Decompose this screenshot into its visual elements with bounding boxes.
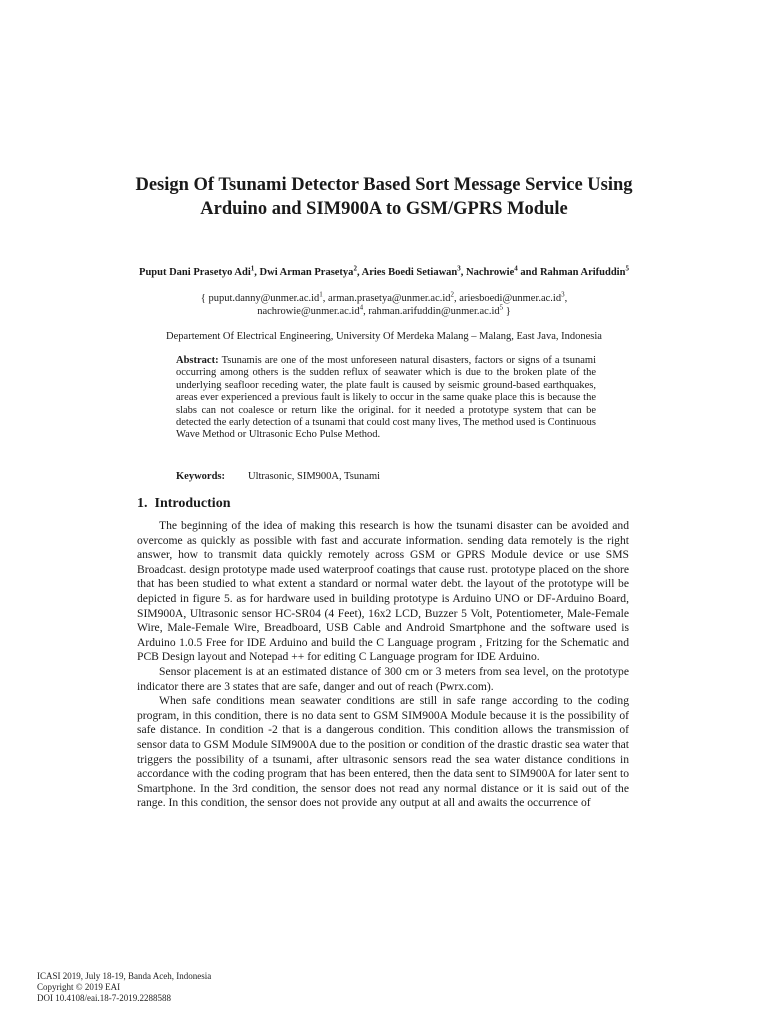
affiliation: Departement Of Electrical Engineering, University Of Merdeka Malang – Malang, East Java, Indonesia [166,331,602,342]
author-sup: 2 [353,264,357,273]
author-and: and [520,267,538,278]
email-sup: 5 [499,303,504,312]
abstract-label: Abstract: [176,355,219,366]
paragraph: When safe conditions mean seawater conditions are still in safe range according to the coding program, in this condition, there is no data sent to GSM SIM900A Module because it is the possibility of safe distance. In condition -2 that is a dangerous condition. This condition allows the transmission of sensor data to GSM Module SIM900A due to the position or condition of the drastic drastic sea water that triggers the possibility of a tsunami, after ultrasonic sensors read the sea water distance conditions in accordance with the coding program that has been entered, then the data sent to SIM900A for later sent to Smartphone. In the 3rd condition, the sensor does not read any normal distance or it is said out of the range. In this condition, the sensor does not provide any output at all and awaits the occurrence of [137,694,629,810]
email-sup: 4 [359,303,364,312]
section-body [137,519,629,845]
author-sup: 3 [457,264,461,273]
email: arman.prasetya@unmer.ac.id [328,293,451,304]
footer-doi: DOI 10.4108/eai.18-7-2019.2288588 [37,993,171,1003]
author-sup: 1 [250,264,255,273]
paper-title: Design Of Tsunami Detector Based Sort Message Service Using Arduino and SIM900A to GSM/GPRS Module [135,175,633,219]
email: puput.danny@unmer.ac.id [208,293,320,304]
page-footer [37,971,211,1004]
keywords-text: Ultrasonic, SIM900A, Tsunami [248,471,381,482]
email-sup: 1 [319,290,323,299]
author-list: Puput Dani Prasetyo Adi$^1$, Dwi Arman Prasetya$^2$, Aries Boedi Setiawan$^3$, Nachrowie$^4$ and Rahman Arifuddin$^5$ [139,264,629,278]
paragraph: The beginning of the idea of making this research is how the tsunami disaster can be avoided and overcome as quickly as possible with fast and accurate information. sending data remotely is the right answer, how to transmit data quickly remotely across GSM or GPRS Module device or use SMS Broadcast. design prototype made used waterproof coatings that cause rust. prototype placed on the shore that has been studied to what extent a standard or normal water debt. the layout of the prototype will be depicted in figure 5. as for hardware used in building prototype is Arduino UNO or DF-Arduino Board, SIM900A, Ultrasonic sensor HC-SR04 (4 Feet), 16x2 LCD, Buzzer 5 Volt, Potentiometer, Male-Female Wire, Male-Female Wire, Breadboard, USB Cable and Android Smartphone and the software used is Arduino 1.0.5 Free for IDE Arduino and build the C Language program , Fritzing for the Schematic and PCB Design layout and Notepad ++ for editing C Language program for IDE Arduino. [137,519,629,664]
author-name: Puput Dani Prasetyo Adi [139,267,251,278]
keywords [176,470,596,483]
author-sup: 5 [625,264,629,273]
abstract [176,355,596,442]
author-name: Aries Boedi Setiawan [361,267,458,278]
author-sup: 4 [514,264,518,273]
footer-copyright: Copyright © 2019 EAI [37,982,121,992]
email-list: { $puput.danny@unmer.ac.id^1$, $arman.prasetya@unmer.ac.id^2$, $ariesboedi@unmer.ac.id^3$, $nachrowie@unmer.ac.id^4$, $rahman.arifuddin@unmer.ac.id^5$ } [200,290,568,317]
email: nachrowie@unmer.ac.id [257,306,360,317]
section-heading [137,495,230,513]
email-sup: 3 [561,290,565,299]
section-number: 1. [137,496,148,511]
section-title: Introduction [154,496,231,511]
author-name: Nachrowie [466,267,515,278]
email-sup: 2 [450,290,455,299]
abstract-text: Tsunamis are one of the most unforeseen natural disasters, factors or signs of a tsunami occurring among others is the sudden reflux of seawater which is due to the broken plate of the underlying seafloor receding water, the plate fault is caused by seismic ground-based earthquakes, areas ever experienced a previous fault is likely to occur in the same quake place this is because the slabs can not coalesce or return like the original. for it needed a prototype system that can be detected the early detection of a tsunami that could cost many lives, The method used is Continuous Wave Method or Ultrasonic Echo Pulse Method. [176,355,596,441]
keywords-label: Keywords: [176,471,225,482]
email: ariesboedi@unmer.ac.id [459,293,562,304]
footer-conference: ICASI 2019, July 18-19, Banda Aceh, Indonesia [37,971,212,981]
author-name: Rahman Arifuddin [539,267,626,278]
author-name: Dwi Arman Prasetya [259,267,354,278]
paragraph: Sensor placement is at an estimated distance of 300 cm or 3 meters from sea level, on the prototype indicator there are 3 states that are safe, danger and out of reach (Pwrx.com). [137,664,629,693]
email: rahman.arifuddin@unmer.ac.id [368,306,500,317]
